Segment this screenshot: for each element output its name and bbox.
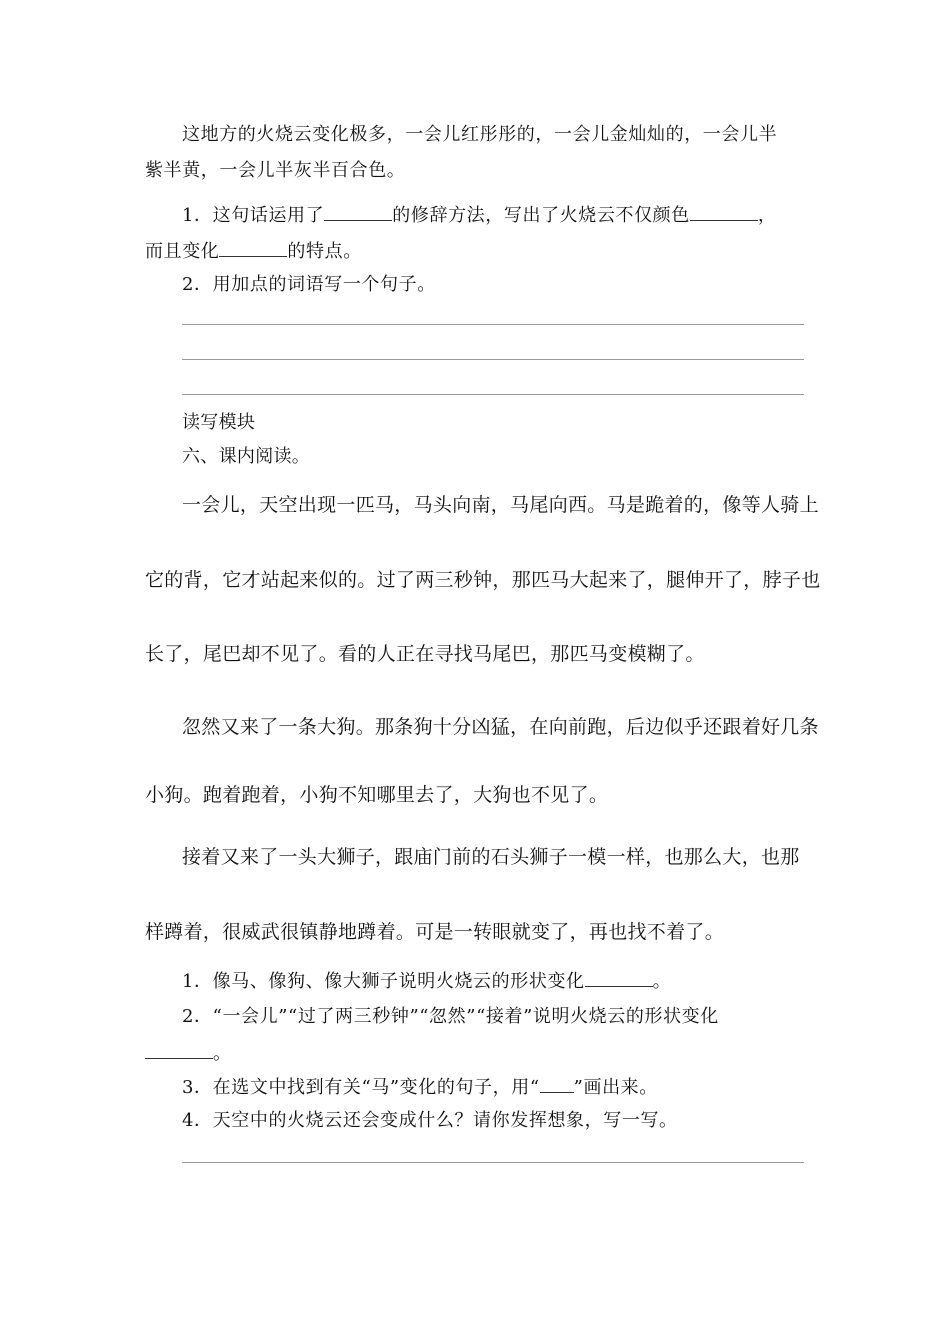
question-1 (182, 204, 852, 227)
question-1-text-d: 而且变化 (145, 241, 220, 262)
answer-blank[interactable] (324, 204, 392, 221)
question-1-text-c: ， (757, 205, 777, 226)
reading-question-3-end: ”画出来。 (573, 1077, 658, 1098)
reading-question-1 (182, 970, 852, 993)
answer-blank[interactable] (219, 240, 287, 257)
reading-p2-line-1: 忽然又来了一条大狗。那条狗十分凶猛，在向前跑，后边似乎还跟着好几条 (182, 716, 819, 738)
answer-blank[interactable] (145, 1042, 213, 1059)
reading-question-1-text: 1．像马、像狗、像大狮子说明火烧云的形状变化 (182, 971, 585, 992)
question-2: 2．用加点的词语写一个句子。 (182, 274, 436, 295)
question-1-text-e: 的特点。 (287, 241, 362, 262)
reading-p1-line-1: 一会儿，天空出现一匹马，马头向南，马尾向西。马是跪着的，像等人骑上 (182, 494, 819, 516)
reading-p3-line-2: 样蹲着，很威武很镇静地蹲着。可是一转眼就变了，再也找不着了。 (145, 921, 725, 943)
answer-line[interactable] (182, 359, 804, 360)
question-1-continued (145, 240, 815, 263)
underline-mark (540, 1076, 574, 1093)
reading-question-1-end: 。 (652, 971, 672, 992)
reading-p2-line-2: 小狗。跑着跑着，小狗不知哪里去了，大狗也不见了。 (145, 784, 609, 806)
reading-question-3 (182, 1076, 852, 1099)
reading-question-4: 4．天空中的火烧云还会变成什么？请你发挥想象，写一写。 (182, 1110, 678, 1131)
question-1-text-a: 1．这句话运用了 (182, 205, 325, 226)
question-1-text-b: 的修辞方法，写出了火烧云不仅颜色 (392, 205, 690, 226)
reading-question-2: 2．“一会儿”“过了两三秒钟”“忽然”“接着”说明火烧云的形状变化 (182, 1006, 719, 1027)
reading-question-2-continued (145, 1042, 815, 1065)
answer-line[interactable] (182, 1162, 804, 1163)
reading-p3-line-1: 接着又来了一头大狮子，跟庙门前的石头狮子一模一样，也那么大，也那 (182, 846, 800, 868)
answer-line[interactable] (182, 324, 804, 325)
reading-p1-line-3: 长了，尾巴却不见了。看的人正在寻找马尾巴，那匹马变模糊了。 (145, 643, 705, 665)
answer-blank[interactable] (690, 204, 758, 221)
passage-line-2: 紫半黄，一会儿半灰半百合色。 (145, 160, 406, 181)
reading-question-3-text: 3．在选文中找到有关“马”变化的句子，用“ (182, 1077, 540, 1098)
module-heading: 读写模块 (182, 412, 256, 433)
answer-blank[interactable] (585, 970, 653, 987)
reading-question-2-end: 。 (213, 1043, 232, 1064)
passage-line-1: 这地方的火烧云变化极多，一会儿红彤彤的，一会儿金灿灿的，一会儿半 (182, 124, 778, 145)
reading-p1-line-2: 它的背，它才站起来似的。过了两三秒钟，那匹马大起来了，腿伸开了，脖子也 (145, 569, 821, 591)
answer-line[interactable] (182, 394, 804, 395)
section-title: 六、课内阅读。 (182, 446, 311, 467)
